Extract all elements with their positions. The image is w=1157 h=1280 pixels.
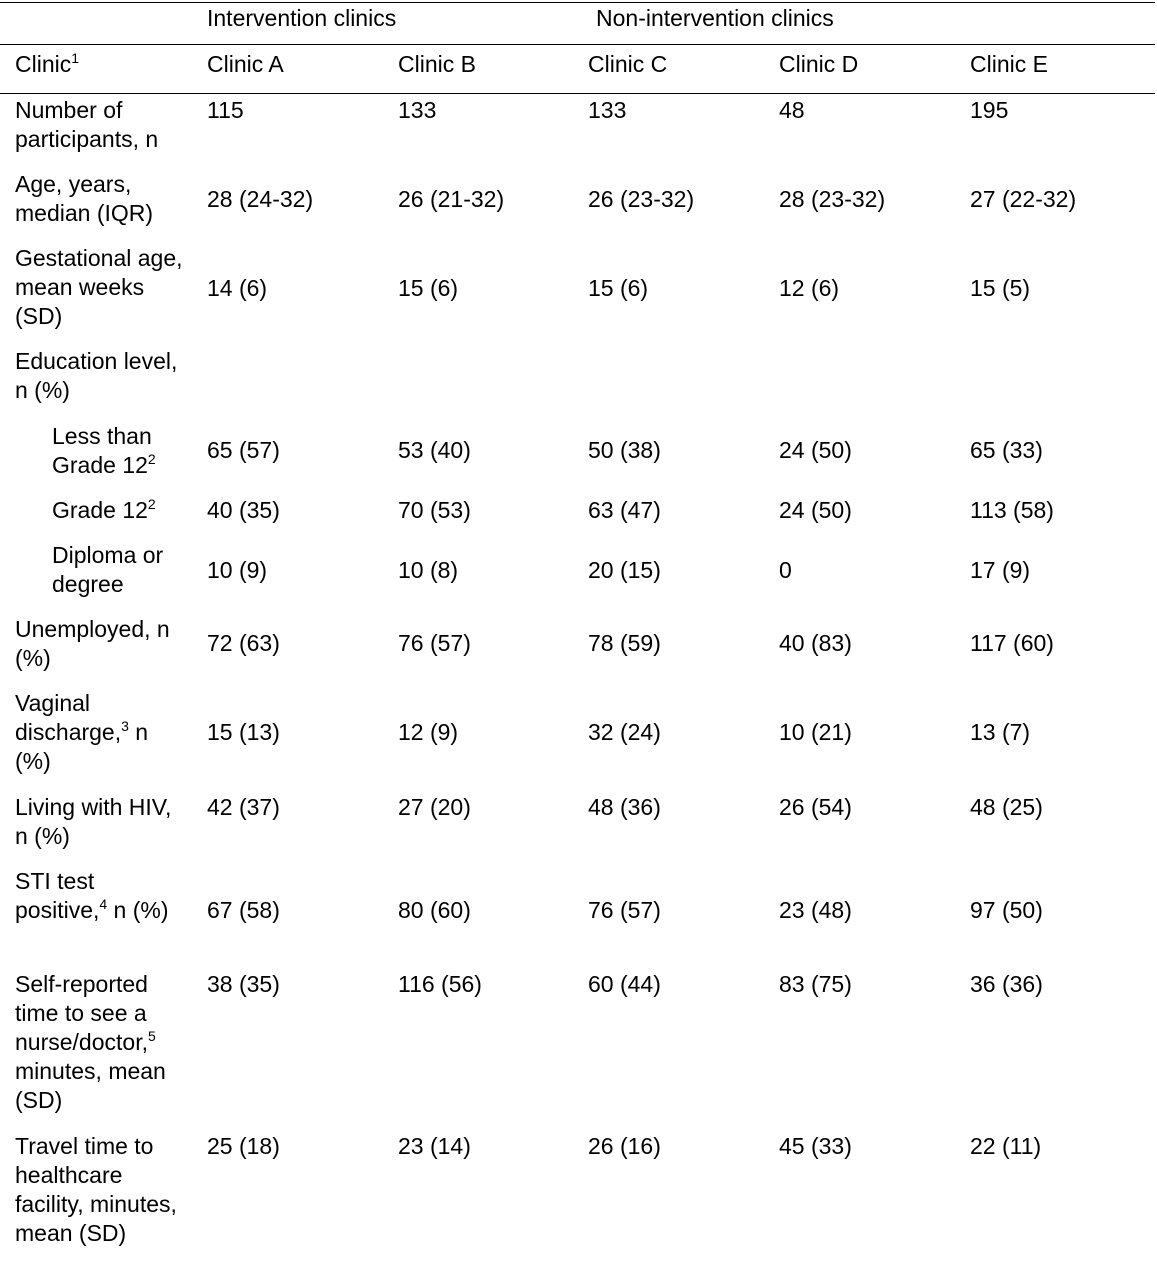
group-header-intervention: Intervention clinics — [207, 5, 397, 31]
cell-clinic-c: 50 (38) — [588, 437, 661, 463]
cell-clinic-d: 26 (54) — [779, 794, 852, 820]
cell-clinic-e: 17 (9) — [970, 557, 1031, 583]
cell-clinic-b: 12 (9) — [398, 719, 459, 745]
cell-clinic-b: 23 (14) — [398, 1133, 471, 1159]
cell-clinic-c: 133 — [588, 97, 627, 123]
cell-clinic-b: 133 — [398, 97, 437, 123]
cell-clinic-e: 113 (58) — [970, 497, 1054, 523]
cell-clinic-a: 10 (9) — [207, 557, 268, 583]
column-header-clinic-b: Clinic B — [398, 51, 476, 77]
cell-clinic-d: 45 (33) — [779, 1133, 852, 1159]
row-label: Gestational age, mean weeks (SD) — [15, 245, 183, 329]
row-label: Education level, n (%) — [15, 348, 178, 403]
cell-clinic-c: 63 (47) — [588, 497, 661, 523]
column-header-clinic-a: Clinic A — [207, 51, 284, 77]
cell-clinic-d: 24 (50) — [779, 497, 852, 523]
cell-clinic-b: 80 (60) — [398, 897, 471, 923]
cell-clinic-e: 15 (5) — [970, 275, 1031, 301]
group-header-non-intervention: Non-intervention clinics — [596, 5, 834, 31]
cell-clinic-a: 42 (37) — [207, 794, 280, 820]
row-label: Number of participants, n — [15, 97, 159, 152]
cell-clinic-c: 32 (24) — [588, 719, 661, 745]
cell-clinic-c: 15 (6) — [588, 275, 649, 301]
cell-clinic-c: 76 (57) — [588, 897, 661, 923]
cell-clinic-d: 12 (6) — [779, 275, 840, 301]
cell-clinic-a: 72 (63) — [207, 630, 280, 656]
cell-clinic-c: 60 (44) — [588, 971, 661, 997]
cell-clinic-b: 15 (6) — [398, 275, 459, 301]
cell-clinic-b: 26 (21-32) — [398, 186, 505, 212]
column-header-clinic-c: Clinic C — [588, 51, 668, 77]
cell-clinic-a: 65 (57) — [207, 437, 280, 463]
cell-clinic-d: 83 (75) — [779, 971, 852, 997]
top-rule — [0, 2, 1155, 3]
footnote-marker: 2 — [147, 496, 156, 512]
footnote-marker: 3 — [121, 718, 129, 734]
row-label: Living with HIV, n (%) — [15, 794, 172, 849]
column-header-clinic-d: Clinic D — [779, 51, 859, 77]
cell-clinic-a: 40 (35) — [207, 497, 280, 523]
cell-clinic-e: 97 (50) — [970, 897, 1043, 923]
column-header-rule — [0, 93, 1155, 94]
cell-clinic-a: 67 (58) — [207, 897, 280, 923]
cell-clinic-c: 48 (36) — [588, 794, 661, 820]
row-label: Age, years, median (IQR) — [15, 171, 154, 226]
cell-clinic-d: 48 — [779, 97, 805, 123]
cell-clinic-a: 14 (6) — [207, 275, 268, 301]
cell-clinic-e: 65 (33) — [970, 437, 1043, 463]
cell-clinic-d: 10 (21) — [779, 719, 852, 745]
cell-clinic-d: 28 (23-32) — [779, 186, 886, 212]
cell-clinic-b: 10 (8) — [398, 557, 459, 583]
row-label: Diploma or degree — [52, 542, 164, 597]
cell-clinic-a: 15 (13) — [207, 719, 280, 745]
column-header-label: Clinic$^1$ — [15, 50, 80, 77]
cell-clinic-a: 25 (18) — [207, 1133, 280, 1159]
row-label: Grade $12^2$ — [52, 496, 156, 523]
cell-clinic-b: 70 (53) — [398, 497, 471, 523]
column-header-clinic-e: Clinic E — [970, 51, 1048, 77]
footnote-marker: 4 — [99, 896, 108, 912]
row-label: Self-reported time to see a nurse/doctor,$^5$ minutes, mean (SD) — [15, 971, 166, 1113]
cell-clinic-e: 48 (25) — [970, 794, 1043, 820]
cell-clinic-d: 40 (83) — [779, 630, 852, 656]
cell-clinic-c: 20 (15) — [588, 557, 661, 583]
cell-clinic-e: 13 (7) — [970, 719, 1031, 745]
cell-clinic-b: 76 (57) — [398, 630, 471, 656]
cell-clinic-e: 27 (22-32) — [970, 186, 1077, 212]
footnote-marker: 1 — [71, 50, 80, 66]
cell-clinic-b: 53 (40) — [398, 437, 471, 463]
row-label: Less than Grade $12^2$ — [52, 423, 156, 478]
cell-clinic-e: 36 (36) — [970, 971, 1043, 997]
row-label: Travel time to healthcare facility, minutes, mean (SD) — [15, 1133, 177, 1246]
cell-clinic-e: 195 — [970, 97, 1009, 123]
row-label: Unemployed, n (%) — [15, 616, 170, 671]
cell-clinic-c: 26 (23-32) — [588, 186, 695, 212]
cell-clinic-c: 78 (59) — [588, 630, 661, 656]
row-label: Vaginal discharge,$^3$ n (%) — [15, 690, 149, 774]
cell-clinic-b: 27 (20) — [398, 794, 471, 820]
cell-clinic-e: 117 (60) — [970, 630, 1054, 656]
footnote-marker: 2 — [147, 451, 156, 467]
group-header-rule — [0, 44, 1155, 45]
cell-clinic-d: 24 (50) — [779, 437, 852, 463]
cell-clinic-d: 23 (48) — [779, 897, 852, 923]
cell-clinic-a: 115 — [207, 97, 244, 123]
cell-clinic-a: 28 (24-32) — [207, 186, 314, 212]
footnote-marker: 5 — [147, 1028, 156, 1044]
cell-clinic-d: 0 — [779, 557, 792, 583]
cell-clinic-e: 22 (11) — [970, 1133, 1042, 1159]
row-label: STI test positive,$^4$ n (%) — [15, 868, 169, 923]
cell-clinic-c: 26 (16) — [588, 1133, 661, 1159]
cell-clinic-a: 38 (35) — [207, 971, 280, 997]
cell-clinic-b: 116 (56) — [398, 971, 482, 997]
